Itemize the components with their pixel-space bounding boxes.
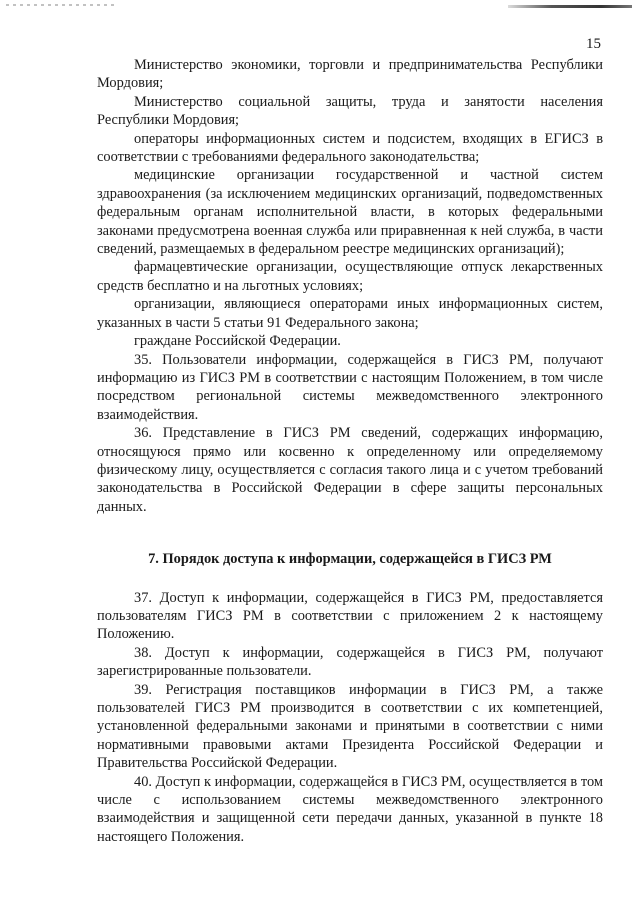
section-heading: 7. Порядок доступа к информации, содержащейся в ГИСЗ РМ [148,551,552,568]
paragraph-35: 35. Пользователи информации, содержащейся в ГИСЗ РМ, получают информацию из ГИСЗ РМ в соответствии с настоящим Положением, в том числе посредством региональной системы межведомственного электронного взаимодействия. [97,351,603,423]
page-number: 15 [586,36,601,52]
paragraph-operators: операторы информационных систем и подсистем, входящих в ЕГИСЗ в соответствии с требованиями федерального законодательства; [97,130,603,166]
scan-artifact-right [508,5,632,8]
paragraph-40: 40. Доступ к информации, содержащейся в ГИСЗ РМ, осуществляется в том числе с использованием системы межведомственного электронного взаимодействия и защищенной сети передачи данных, указанной в пункте 18 настоящего Положения. [97,773,603,845]
paragraph-pharma-orgs: фармацевтические организации, осуществляющие отпуск лекарственных средств бесплатно и на льготных условиях; [97,259,603,294]
paragraph-ministry-economy: Министерство экономики, торговли и предпринимательства Республики Мордовия; [97,57,603,92]
paragraph-37: 37. Доступ к информации, содержащейся в ГИСЗ РМ, предоставляется пользователям ГИСЗ РМ в соответствии с приложением 2 к настоящему Положению. [97,589,603,643]
paragraph-medical-orgs: медицинские организации государственной и частной систем здравоохранения (за исключением медицинских организаций, подведомственных федеральным органам исполнительной власти, в которых федеральными законами предусмотрена военная служба или приравненная к ней служба, в части сведений, размещаемых в федеральном реестре медицинских организаций); [97,167,603,258]
paragraph-38: 38. Доступ к информации, содержащейся в ГИСЗ РМ, получают зарегистрированные пользователи. [97,644,603,680]
paragraph-ministry-social: Министерство социальной защиты, труда и занятости населения Республики Мордовия; [97,93,603,129]
document-body [97,56,603,846]
paragraph-39: 39. Регистрация поставщиков информации в ГИСЗ РМ, а также пользователей ГИСЗ РМ производится в соответствии с их компетенцией, установленной федеральными законами и принятыми в соответствии с ними нормативными правовыми актами Президента Российской Федерации и Правительства Российской Федерации. [97,681,603,772]
paragraph-36: 36. Представление в ГИСЗ РМ сведений, содержащих информацию, относящуюся прямо или косвенно к определенному или определяемому физическому лицу, осуществляется с согласия такого лица и с учетом требований законодательства в Российской Федерации в сфере защиты персональных данных. [97,425,603,515]
paragraph-citizens: граждане Российской Федерации. [134,333,341,350]
paragraph-other-operators: организации, являющиеся операторами иных информационных систем, указанных в части 5 статьи 91 Федерального закона; [97,296,603,331]
scan-artifact-left [6,4,116,6]
